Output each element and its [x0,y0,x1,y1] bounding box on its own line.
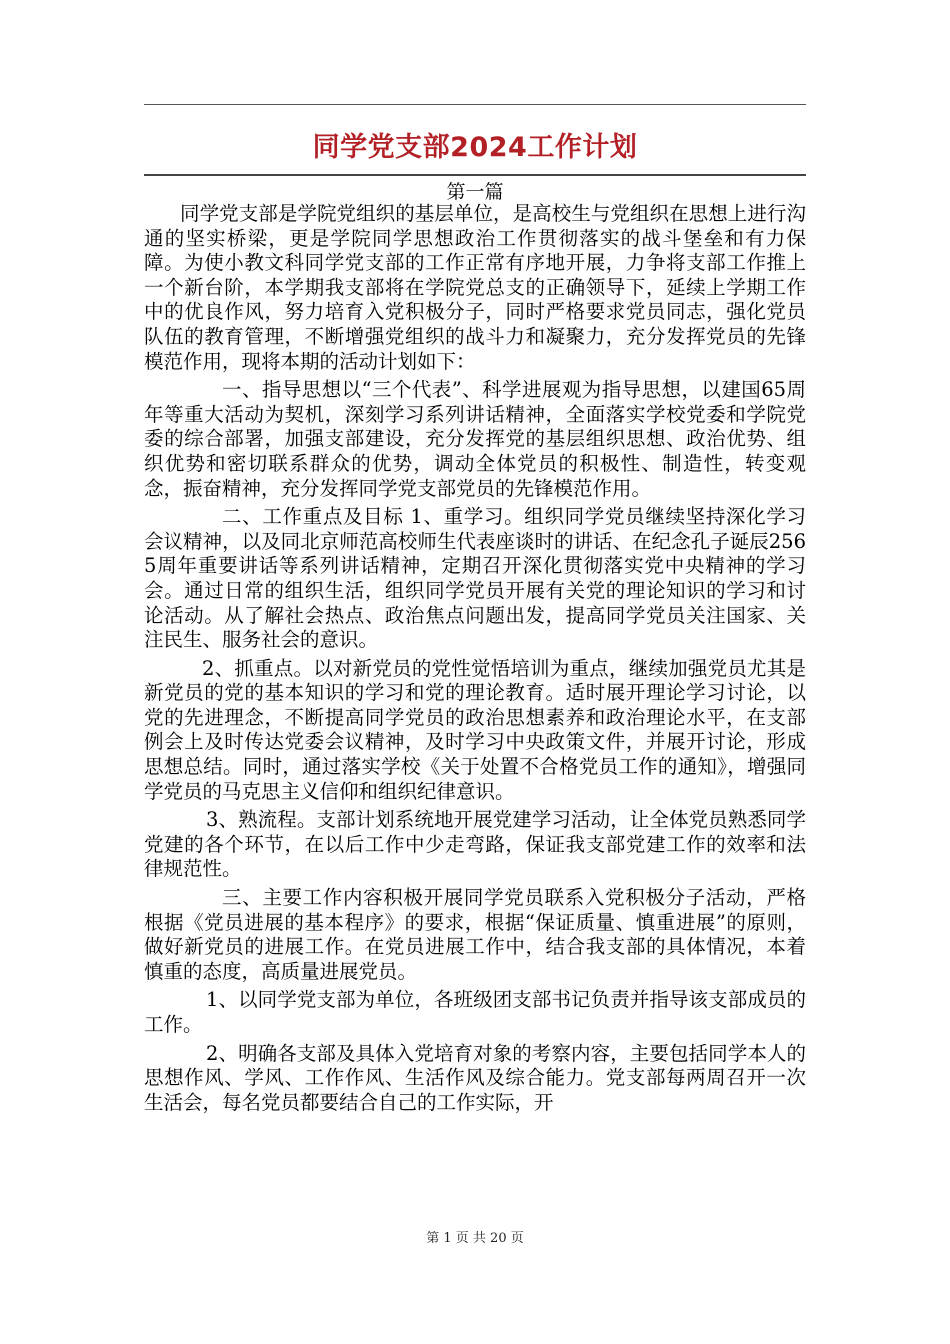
paragraph: 2、明确各支部及具体入党培育对象的考察内容，主要包括同学本人的思想作风、学风、工作作风、生活作风及综合能力。党支部每两周召开一次生活会，每名党员都要结合自己的工作实际，开 [144,1041,806,1114]
title-underline [144,174,806,176]
paragraph: 二、工作重点及目标 1、重学习。组织同学党员继续坚持深化学习会议精神，以及同北京师范高校师生代表座谈时的讲话、在纪念孔子诞辰2565周年重要讲话等系列讲话精神，定期召开深化贯彻落实党中央精神的学习会。通过日常的组织生活，组织同学党员开展有关党的理论知识的学习和讨论活动。从了解社会热点、政治焦点问题出发，提高同学党员关注国家、关注民生、服务社会的意识。 [144,505,806,652]
paragraph: 一、指导思想以“三个代表”、科学进展观为指导思想，以建国65周年等重大活动为契机，深刻学习系列讲话精神，全面落实学校党委和学院党委的综合部署，加强支部建设，充分发挥党的基层组织思想、政治优势、组织优势和密切联系群众的优势，调动全体党员的积极性、制造性，转变观念，振奋精神，充分发挥同学党支部党员的先锋模范作用。 [144,378,806,500]
document-title: 同学党支部2024工作计划 [312,132,638,163]
paragraph: 同学党支部是学院党组织的基层单位，是高校生与党组织在思想上进行沟通的坚实桥梁，更是学院同学思想政治工作贯彻落实的战斗堡垒和有力保障。为使小教文科同学党支部的工作正常有序地开展，力争将支部工作推上一个新台阶，本学期我支部将在学院党总支的正确领导下，延续上学期工作中的优良作风，努力培育入党积极分子，同时严格要求党员同志，强化党员队伍的教育管理，不断增强党组织的战斗力和凝聚力，充分发挥党员的先锋模范作用，现将本期的活动计划如下： [144,202,806,373]
paragraph: 2、抓重点。以对新党员的党性觉悟培训为重点，继续加强党员尤其是新党员的党的基本知识的学习和党的理论教育。适时展开理论学习讨论，以党的先进理念，不断提高同学党员的政治思想素养和政治理论水平，在支部例会上及时传达党委会议精神，及时学习中央政策文件，并展开讨论，形成思想总结。同时，通过落实学校《关于处置不合格党员工作的通知》，增强同学党员的马克思主义信仰和组织纪律意识。 [144,656,806,803]
header-rule [144,104,806,105]
paragraph: 1、以同学党支部为单位，各班级团支部书记负责并指导该支部成员的工作。 [144,988,806,1036]
section-heading: 第一篇 [446,181,504,203]
paragraph: 3、熟流程。支部计划系统地开展党建学习活动，让全体党员熟悉同学党建的各个环节，在以后工作中少走弯路，保证我支部党建工作的效率和法律规范性。 [144,808,806,881]
document-body [144,202,806,1119]
page-footer: 第 1 页 共 20 页 [426,1231,524,1246]
paragraph: 三、主要工作内容积极开展同学党员联系入党积极分子活动，严格根据《党员进展的基本程序》的要求，根据“保证质量、慎重进展”的原则，做好新党员的进展工作。在党员进展工作中，结合我支部的具体情况，本着慎重的态度，高质量进展党员。 [144,886,806,983]
